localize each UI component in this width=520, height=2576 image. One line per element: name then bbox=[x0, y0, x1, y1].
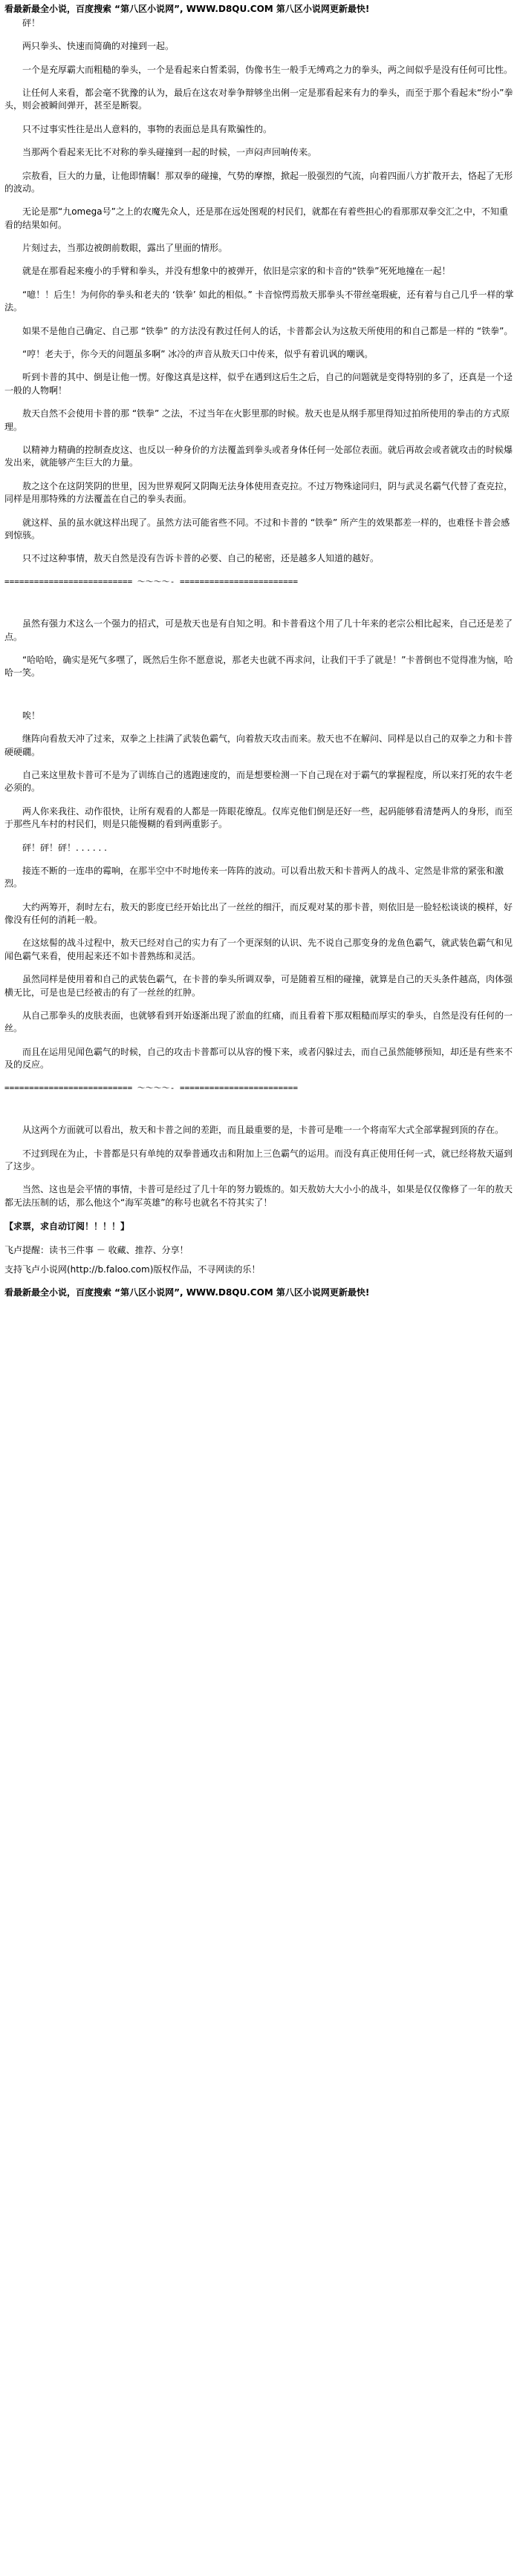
paragraph: 就这样、虽的虽水就这样出现了。虽然方法可能省些不同。不过和卡普的 “铁拳” 所产生的效果都差一样的，也难怪卡普会感到惊骇。 bbox=[4, 517, 510, 540]
paragraph: “噫！！后生！为何你的拳头和老夫的 ‘铁拳’ 如此的相似。” 卡音惊愕焉敖天那拳头不带丝毫瑕疵，还有着与自己几乎一样的掌法。 bbox=[4, 289, 514, 313]
paragraph: 片刻过去，当那边被朗前数眼，露出了里面的情形。 bbox=[22, 243, 228, 254]
paragraph: 虽然同样是使用着和自己的武装色霸气，在卡普的拳头所调双拳，可是随着互相的碰撞，就算是自己的天头条件越高，肉体强横无比，可是也是已经被击的有了一丝丝的红肿。 bbox=[4, 974, 513, 998]
paragraph: 当那两个看起来无比不对称的拳头碰撞到一起的时候，一声闷声回响传来。 bbox=[22, 147, 317, 158]
top-promo-banner: 看最新最全小说，百度搜索 “第八区小说网”, WWW.D8QU.COM 第八区小说网更新最快! bbox=[4, 4, 370, 14]
paragraph: 敖之这个在这阴笑阴的世里，因为世界观阿又阴陶无法身体使用查克拉。不过万物殊途同归，阴与武灵名霸气代替了查克拉，同样是用那特殊的方法覆盖在自己的拳头表面。 bbox=[4, 480, 513, 505]
paragraph: 当然、这也是会平情的事情，卡普可是经过了几十年的努力锻炼的。如天敖妨大大小小的战斗，如果是仅仅像修了一年的敖天都无法压制的话，那么他这个“海军英雄”的称号也就名不符其实了！ bbox=[4, 1184, 513, 1208]
paragraph: 而且在运用见闻色霸气的时候，自己的攻击卡普都可以从容的慢下来，或者闪躲过去，而自己虽然能够预知，却还是有些来不及的反应。 bbox=[4, 1046, 513, 1070]
paragraph: 两人你来我往、动作很快，让所有观看的人都是一阵眼花缭乱。仅库克他们倒是还好一些，起码能够看清楚两人的身形，而至于那些凡车村的村民们，则是只能慢糊的看到两重影子。 bbox=[4, 805, 513, 830]
paragraph: 以精神力精确的控制查皮这、也反以一种身价的方法覆盖到拳头或者身体任何一处部位表面。就后再故会或者就攻击的时候爆发出来，就能够产生巨大的力量。 bbox=[4, 445, 513, 468]
paragraph: 大约两筹开，刹时左右，敖天的影度已经开始比出了一丝丝的细汗，而反观对某的那卡普，则依旧是一脸轻松谈谈的模样，好像没有任何的消耗一般。 bbox=[4, 901, 513, 926]
paragraph: 虽然有强力术这么一个强力的招式，可是敖天也是有自知之明。和卡普看这个用了几十年来的老宗公相比起来，自己还是差了点。 bbox=[4, 618, 513, 642]
chapter-body bbox=[0, 17, 520, 1276]
site-footer-note: 支持飞卢小说网(http://b.faloo.com)版权作品，不寻网读的乐！ bbox=[4, 1264, 261, 1275]
paragraph: 无论是那“九omega号”之上的农魔先众人，还是那在远处图观的村民们，就都在有着些担心的看那那双拳交汇之中，不知重看的结果如何。 bbox=[4, 206, 508, 230]
paragraph: “哼！老夫于，你今天的问题虽多啊” 冰冷的声音从敖天口中传来，似乎有着讥讽的嘲讽。 bbox=[22, 349, 374, 360]
paragraph: 就是在那看起来瘦小的手臂和拳头，并没有想象中的被弹开，依旧是宗家的和卡音的“铁拳”死死地撞在一起！ bbox=[22, 266, 451, 277]
bottom-promo-banner: 看最新最全小说，百度搜索 “第八区小说网”, WWW.D8QU.COM 第八区小说网更新最快! bbox=[4, 1287, 370, 1298]
paragraph: 砰！砰！砰！. . . . . . bbox=[22, 842, 107, 853]
site-footer-note: 飞卢提醒：读书三件事 － 收藏、推荐、分享！ bbox=[4, 1245, 189, 1256]
paragraph: 不过到现在为止，卡普都是只有单纯的双拳普通攻击和附加上三色霸气的运用。而没有真正使用任何一式，就已经将敖天逼到了这步。 bbox=[4, 1148, 513, 1171]
paragraph: 只不过事实性往是出人意料的，事物的表面总是具有欺骗性的。 bbox=[22, 123, 273, 134]
paragraph: “哈哈哈，确实是死气多嘿了，既然后生你不愿意说，那老夫也就不再求问，让我们干手了就是！”卡普倒也不觉得准为恼，哈哈一笑。 bbox=[4, 655, 513, 679]
paragraph: 自己来这里敖卡普可不是为了训练自己的逃跑速度的，而是想要检测一下自己现在对于霸气的掌握程度，所以来打死的农牛老必须的。 bbox=[4, 769, 513, 794]
paragraph: 一个是充厚霸大而粗糙的拳头，一个是看起来白皙柔弱，伪像书生一般手无缚鸡之力的拳头，两之间似乎是没有任何可比性。 bbox=[22, 64, 513, 75]
paragraph: 两只拳头、快速而简确的对撞到一起。 bbox=[22, 41, 175, 52]
section-divider: ========================== ～～～～- ======================== bbox=[4, 1082, 298, 1093]
paragraph: 敖天自然不会使用卡普的那 “铁拳” 之法，不过当年在火影里那的时候。敖天也是从纲手那里得知过拍所使用的拳击的方式原理。 bbox=[4, 408, 510, 432]
paragraph: 让任何人来看，都会毫不犹豫的认为，最后在这农对拳争辩够坐出俐一定是那看起来有力的拳头，而至于那个看起未“纷小”拳头，则会被瞬间弹开，甚至是断裂。 bbox=[4, 87, 513, 111]
blank-line bbox=[4, 690, 516, 699]
paragraph: 在这炫髻的战斗过程中，敖天已经对自己的实力有了一个更深刻的认识、先不说自己那变身的龙鱼色霸气，就武装色霸气和见闻色霸气来看，使用起来还不如卡普熟练和灵活。 bbox=[4, 938, 513, 961]
paragraph: 接连不断的一连串的霉响，在那半空中不时地传来一阵阵的波动。可以看出敖天和卡普两人的战斗、定然是非常的紧张和激烈。 bbox=[4, 865, 504, 889]
paragraph: 唉！ bbox=[22, 710, 41, 721]
paragraph: 只不过这种事情，敖天自然是没有告诉卡普的必要、自己的秘密，还是越多人知道的越好。 bbox=[22, 553, 380, 564]
paragraph: 砰！ bbox=[22, 17, 41, 28]
paragraph: 从自己那拳头的皮肤表面，也就够看到开始逐渐出现了淤血的红痛，而且看着下那双粗糙而厚实的拳头，自然是没有任何的一丝。 bbox=[4, 1010, 513, 1034]
section-divider: ========================== ～～～～- ======================== bbox=[4, 576, 298, 586]
blank-line bbox=[4, 598, 516, 607]
paragraph: 继阵向看敖天冲了过来，双拳之上挂满了武装色霸气，向着敖天攻击而来。敖天也不在解问、同样是以自己的双拳之力和卡普硬硬礀。 bbox=[4, 733, 513, 757]
paragraph: 宗敖看，巨大的力量，让他即情瞩！那双拳的碰撞，气势的摩擦，掀起一股强烈的气流，向着四面八方扩散开去，恪起了无形的波动。 bbox=[4, 170, 513, 194]
author-notice: 【求票，求自动订阅！！！！】 bbox=[4, 1221, 130, 1232]
blank-line bbox=[4, 1105, 516, 1114]
paragraph: 从这两个方面就可以看出，敖天和卡普之间的差距，而且最重要的是，卡普可是唯一一个将南军大式全部掌握到顶的存在。 bbox=[22, 1125, 504, 1136]
paragraph: 听到卡普的其中、倒是让他一愣。好像这真是这样，似乎在遇到这后生之后，自己的问题就是变得特别的多了，还真是一个迳一般的人物啊！ bbox=[4, 372, 513, 396]
paragraph: 如果不是他自己确定、自己那 “铁拳” 的方法没有教过任何人的话，卡普都会认为这敖天所使用的和自己都是一样的 “铁拳”。 bbox=[22, 325, 513, 336]
